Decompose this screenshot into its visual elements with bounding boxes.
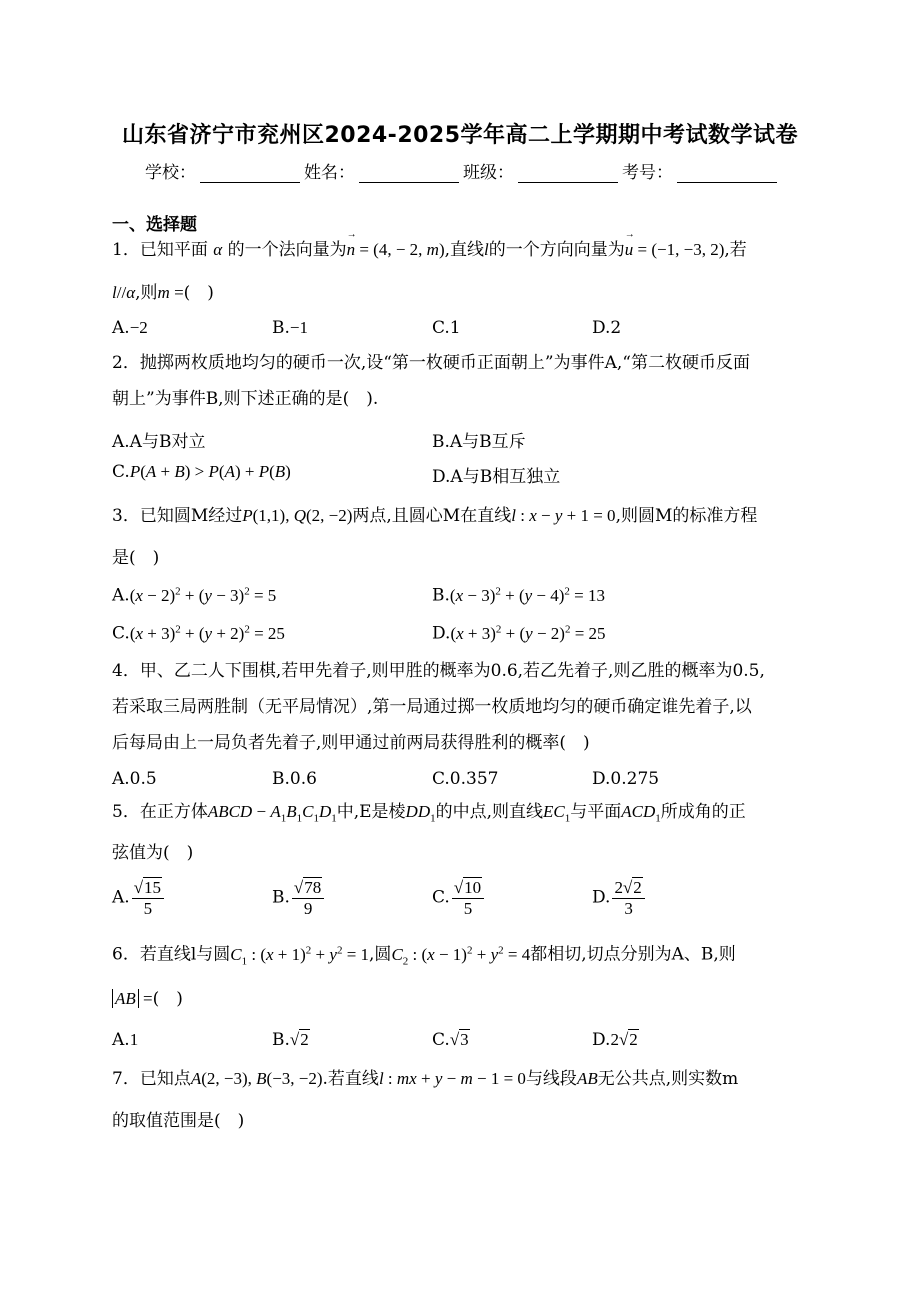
question-6-option-d[interactable]: D.2√2 — [592, 1030, 638, 1050]
question-4-option-a[interactable]: A.0.5 — [112, 769, 157, 789]
question-3-option-c[interactable]: $C.(x + 3)^2 + (y + 2)^2 = 25$ — [112, 623, 285, 644]
question-1-option-c[interactable]: C.1 — [432, 318, 461, 338]
question-3-option-b[interactable]: $B.(x - 3)^2 + (y - 4)^2 = 13$ — [432, 585, 606, 606]
question-2-option-d[interactable]: D.A与B相互独立 — [432, 467, 561, 487]
question-2-line-1: 2．抛掷两枚质地均匀的硬币一次,设“第一枚硬币正面朝上”为事件A,“第二枚硬币反面 — [112, 353, 750, 373]
question-4-line-2: 若采取三局两胜制（无平局情况）,第一局通过掷一枚质地均匀的硬币确定谁先着子,以 — [112, 697, 752, 717]
question-5-option-b[interactable]: B. $\frac{√78}{9}$ — [272, 878, 326, 918]
question-2-option-b[interactable]: B.A与B互斥 — [432, 432, 526, 452]
class-field: 班级： — [463, 158, 618, 183]
question-7-line-2: 的取值范围是( ) — [112, 1111, 245, 1131]
question-2-option-a[interactable]: A.A与B对立 — [112, 432, 206, 452]
question-2-option-c[interactable]: C.P(A + B) > P(A) + P(B) — [112, 462, 291, 482]
question-4-line-3: 后每局由上一局负者先着子,则甲通过前两局获得胜利的概率( ) — [112, 733, 590, 753]
question-5-line-2: 弦值为( ) — [112, 843, 194, 863]
question-6-option-c[interactable]: C.√3 — [432, 1030, 469, 1050]
question-6-line-2: AB =( ) — [112, 989, 183, 1009]
question-6-line-1: 6．若直线l与圆$C_1$ : $(x + 1)^2 + y^2 = 1$,圆$C_2$ : $(x - 1)^2 + y^2 = 4$都相切,切点分别为A、B,则 — [112, 944, 736, 968]
question-3-option-a[interactable]: $A.(x - 2)^2 + (y - 3)^2 = 5$ — [112, 585, 277, 606]
question-3-option-d[interactable]: $D.(x + 3)^2 + (y - 2)^2 = 25$ — [432, 623, 606, 644]
name-blank[interactable] — [359, 164, 459, 183]
question-6-option-b[interactable]: B.√2 — [272, 1030, 309, 1050]
question-5-line-1: 5．在正方体ABCD − $A_1B_1C_1D_1$中,E是棱$DD_1$的中点,则直线$EC_1$与平面$ACD_1$所成角的正 — [112, 802, 746, 825]
question-1-line-1: 1．已知平面 α 的一个法向量为→ n = (4, − 2, m),直线l的一个方向向量为→ u = (−1, −3, 2),若 — [112, 240, 747, 260]
question-1-option-d[interactable]: D.2 — [592, 318, 622, 338]
question-3-line-2: 是( ) — [112, 548, 160, 568]
class-blank[interactable] — [518, 164, 618, 183]
question-4-option-c[interactable]: C.0.357 — [432, 769, 499, 789]
question-6-option-a[interactable]: A.1 — [112, 1030, 139, 1050]
question-1-option-b[interactable]: B.−1 — [272, 318, 308, 338]
exam-number-blank[interactable] — [677, 164, 777, 183]
question-4-option-d[interactable]: D.0.275 — [592, 769, 660, 789]
question-4-option-b[interactable]: B.0.6 — [272, 769, 317, 789]
question-1-line-2: l//α,则m =( ) — [112, 283, 214, 303]
question-1-option-a[interactable]: A.−2 — [112, 318, 148, 338]
question-7-line-1: 7．已知点A(2, −3), B(−3, −2).若直线l : mx + y − m − 1 = 0与线段AB无公共点,则实数m — [112, 1069, 739, 1089]
school-field: 学校： — [145, 158, 300, 183]
question-2-line-2: 朝上”为事件B,则下述正确的是( ). — [112, 389, 379, 409]
name-field: 姓名： — [304, 158, 459, 183]
question-5-option-a[interactable]: A. $\frac{√15}{5}$ — [112, 878, 166, 918]
question-5-option-d[interactable]: D. $\frac{2√2}{3}$ — [592, 878, 647, 918]
exam-number-field: 考号： — [622, 158, 777, 183]
question-4-line-1: 4．甲、乙二人下围棋,若甲先着子,则甲胜的概率为0.6,若乙先着子,则乙胜的概率为0.5, — [112, 661, 765, 681]
page-title: 山东省济宁市兖州区2024-2025学年高二上学期期中考试数学试卷 — [121, 123, 799, 148]
question-5-option-c[interactable]: C. $\frac{√10}{5}$ — [432, 878, 486, 918]
school-blank[interactable] — [200, 164, 300, 183]
student-info-line — [145, 158, 785, 183]
section-heading: 一、选择题 — [112, 215, 197, 235]
question-3-line-1: 3．已知圆M经过P(1,1), Q(2, −2)两点,且圆心M在直线l : x − y + 1 = 0,则圆M的标准方程 — [112, 506, 758, 526]
